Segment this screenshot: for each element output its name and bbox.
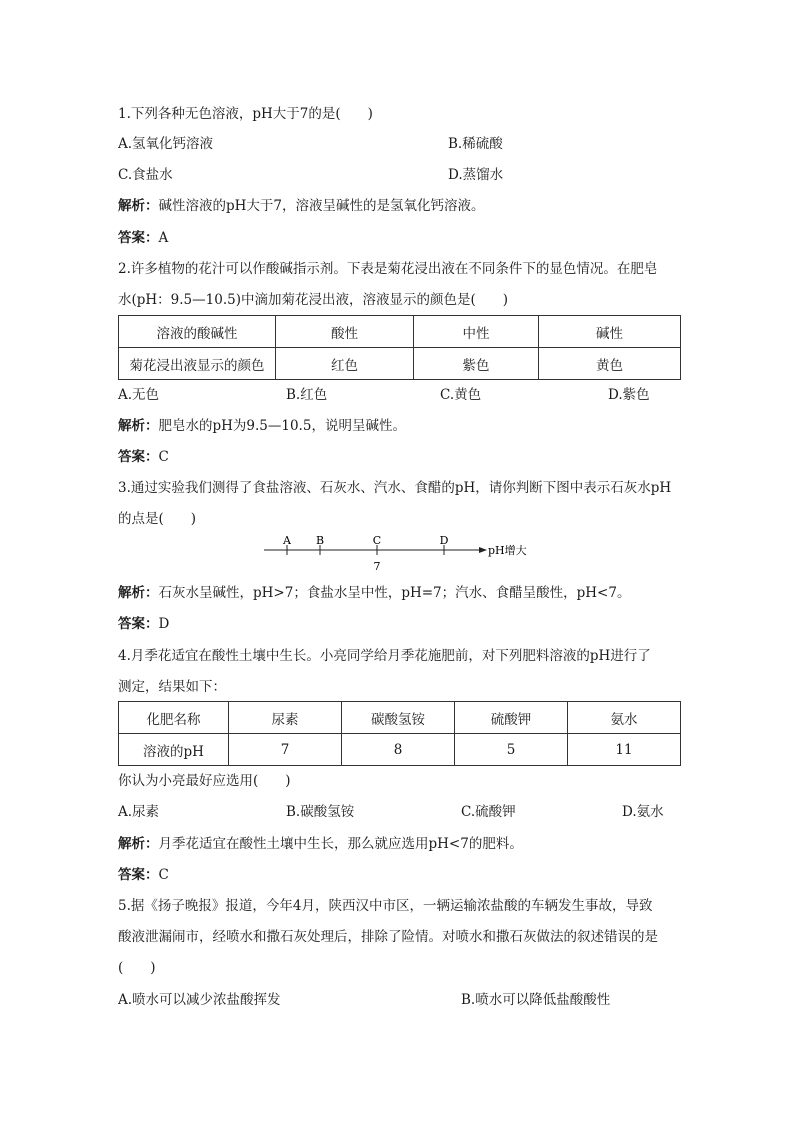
- q2-answer-value: C: [158, 449, 169, 465]
- q2-options-row: [118, 385, 680, 405]
- analysis-label: 解析：: [118, 585, 159, 601]
- table-cell: 7: [229, 734, 342, 766]
- table-cell: 11: [568, 734, 681, 766]
- q2-option-c: C.黄色: [440, 387, 482, 403]
- q4-option-b: B.碳酸氢铵: [286, 804, 355, 820]
- q3-stem-line2: 的点是( ): [118, 511, 197, 527]
- analysis-label: 解析：: [118, 836, 159, 852]
- q3-analysis: [118, 583, 630, 603]
- q4-analysis-text: 月季花适宜在酸性土壤中生长，那么就应选用pH<7的肥料。: [158, 836, 523, 852]
- table-cell: 溶液的酸碱性: [119, 316, 276, 348]
- ph-axis-label: pH增大: [488, 544, 527, 557]
- q1-options-row1: [118, 134, 680, 154]
- answer-label: 答案：: [118, 867, 159, 883]
- q5-option-b: B.喷水可以降低盐酸酸性: [461, 992, 611, 1008]
- analysis-label: 解析：: [118, 418, 159, 434]
- q5-option-a: A.喷水可以减少浓盐酸挥发: [118, 992, 281, 1008]
- q2-analysis: [118, 416, 406, 436]
- q2-stem-line1: 2.许多植物的花汁可以作酸碱指示剂。下表是菊花浸出液在不同条件下的显色情况。在肥皂: [118, 261, 658, 277]
- table-row: [119, 348, 681, 380]
- table-row: [119, 734, 681, 766]
- q4-stem-line1: 4.月季花适宜在酸性土壤中生长。小亮同学给月季花施肥前，对下列肥料溶液的pH进行了: [118, 648, 651, 664]
- q5-stem-line2: 酸液泄漏闹市，经喷水和撒石灰处理后，排除了险情。对喷水和撒石灰做法的叙述错误的是: [118, 929, 658, 945]
- table-cell: 溶液的pH: [119, 734, 229, 766]
- answer-label: 答案：: [118, 449, 159, 465]
- table-cell: 碱性: [539, 316, 681, 348]
- answer-label: 答案：: [118, 616, 159, 632]
- q2-stem-line2: 水(pH：9.5—10.5)中滴加菊花浸出液，溶液显示的颜色是( ): [118, 292, 509, 308]
- analysis-label: 解析：: [118, 198, 159, 214]
- table-cell: 黄色: [539, 348, 681, 380]
- q1-analysis-text: 碱性溶液的pH大于7，溶液呈碱性的是氢氧化钙溶液。: [158, 198, 485, 214]
- q1-option-d: D.蒸馏水: [448, 167, 504, 183]
- table-cell: 氨水: [568, 702, 681, 734]
- table-cell: 化肥名称: [119, 702, 229, 734]
- q5-options-row: [118, 990, 680, 1010]
- table-cell: 紫色: [414, 348, 539, 380]
- q2-option-d: D.紫色: [608, 387, 650, 403]
- table-row: [119, 316, 681, 348]
- q5-stem-line1: 5.据《扬子晚报》报道，今年4月，陕西汉中市区，一辆运输浓盐酸的车辆发生事故，导致: [118, 898, 653, 914]
- q3-stem-line1: 3.通过实验我们测得了食盐溶液、石灰水、汽水、食醋的pH，请你判断下图中表示石灰水pH: [118, 480, 672, 496]
- table-row: [119, 702, 681, 734]
- point-label-c: C: [372, 534, 382, 547]
- q2-color-table: [118, 315, 681, 380]
- table-cell: 8: [342, 734, 455, 766]
- q5-stem-line3: ( ): [118, 960, 156, 976]
- q4-stem-line2: 测定，结果如下：: [118, 679, 226, 695]
- q4-answer: [118, 865, 169, 885]
- q2-answer: [118, 447, 169, 467]
- q2-option-b: B.红色: [286, 387, 328, 403]
- q1-options-row2: [118, 165, 680, 185]
- table-cell: 5: [455, 734, 568, 766]
- table-cell: 中性: [414, 316, 539, 348]
- table-cell: 酸性: [276, 316, 414, 348]
- answer-label: 答案：: [118, 230, 159, 246]
- table-cell: 尿素: [229, 702, 342, 734]
- q4-answer-value: C: [158, 867, 169, 883]
- table-cell: 碳酸氢铵: [342, 702, 455, 734]
- q4-option-a: A.尿素: [118, 804, 160, 820]
- q1-option-b: B.稀硫酸: [448, 136, 503, 152]
- q4-options-row: [118, 802, 680, 822]
- table-cell: 菊花浸出液显示的颜色: [119, 348, 276, 380]
- q3-analysis-text: 石灰水呈碱性，pH>7；食盐水呈中性，pH=7；汽水、食醋呈酸性，pH<7。: [158, 585, 631, 601]
- table-cell: 红色: [276, 348, 414, 380]
- q1-option-c: C.食盐水: [118, 167, 173, 183]
- q4-option-d: D.氨水: [622, 804, 664, 820]
- q1-stem: 1.下列各种无色溶液，pH大于7的是( ): [118, 106, 373, 122]
- point-label-d: D: [439, 534, 449, 547]
- table-cell: 硫酸钾: [455, 702, 568, 734]
- point-label-a: A: [283, 534, 291, 547]
- q2-option-a: A.无色: [118, 387, 160, 403]
- q4-question: 你认为小亮最好应选用( ): [118, 773, 291, 789]
- q3-answer-value: D: [158, 616, 170, 632]
- point-label-b: B: [315, 534, 325, 547]
- ph-seven-label: 7: [373, 560, 381, 573]
- q1-answer: [118, 228, 168, 248]
- q1-option-a: A.氢氧化钙溶液: [118, 136, 214, 152]
- q1-answer-value: A: [158, 230, 169, 246]
- q1-analysis: [118, 196, 485, 216]
- q4-analysis: [118, 834, 523, 854]
- q4-option-c: C.硫酸钾: [461, 804, 516, 820]
- q2-analysis-text: 肥皂水的pH为9.5—10.5，说明呈碱性。: [158, 418, 406, 434]
- ph-number-line: [264, 534, 584, 576]
- q4-ph-table: [118, 701, 681, 766]
- q3-answer: [118, 614, 169, 634]
